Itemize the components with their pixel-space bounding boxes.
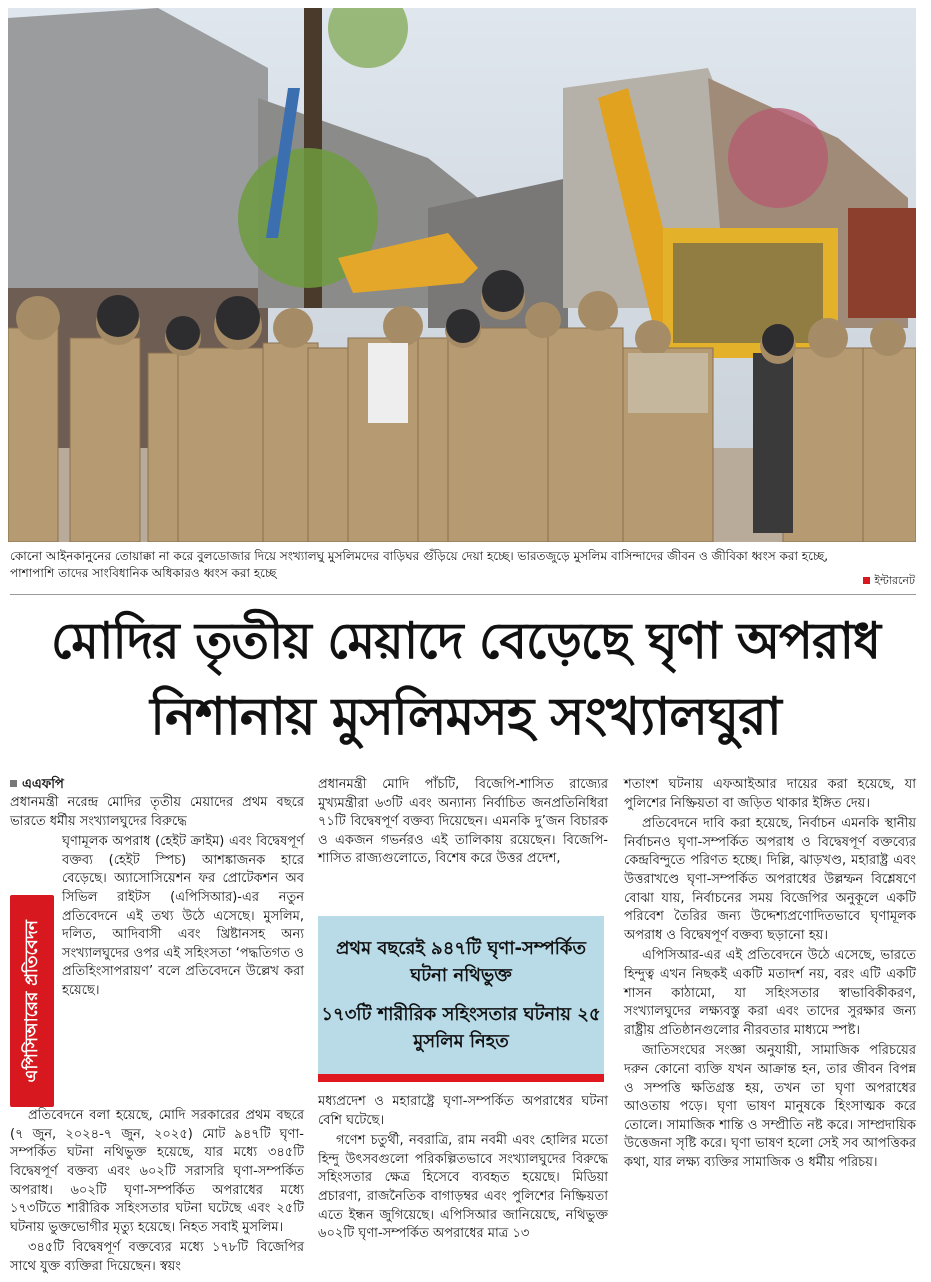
article-column-2 [318, 776, 608, 871]
byline [10, 776, 304, 794]
caption-line-2: পাশাপাশি তাদের সাংবিধানিক অধিকারও ধ্বংস করা হচ্ছে [10, 566, 277, 580]
photo-credit-text: ইন্টারনেট [874, 574, 915, 587]
paragraph: প্রধানমন্ত্রী মোদি পাঁচটি, বিজেপি-শাসিত রাজ্যের মুখ্যমন্ত্রীরা ৬৩টি এবং অন্যান্য নির্বাচিত জনপ্রতিনিধিরা ৭১টি বিদ্বেষপূর্ণ বক্তব্য দিয়েছেন। এমনকি দু’জন বিচারক ও একজন গভর্নরও এই তালিকায় রয়েছেন। বিজেপি-শাসিত রাজ্যগুলোতে, বিশেষ করে উত্তর প্রদেশ, [318, 777, 608, 867]
byline-text: এএফপি [22, 777, 64, 792]
news-photo [8, 8, 916, 542]
article-column-2-continued [318, 1093, 608, 1246]
paragraph: ৩৪৫টি বিদ্বেষপূর্ণ বক্তব্যের মধ্যে ১৭৮টি বিজেপির সাথে যুক্ত ব্যক্তিরা দিয়েছেন। স্বয়ং [10, 1240, 304, 1274]
paragraph: ঘৃণামূলক অপরাধ (হেইট ক্রাইম) এবং বিদ্বেষপূর্ণ বক্তব্য (হেইট স্পিচ) আশঙ্কাজনক হারে বেড়েছে। অ্যাসোসিয়েশন ফর প্রোটেকশন অব সিভিল রাইটস (এপিসিআর)-এর নতুন প্রতিবেদনে এই তথ্য উঠে এসেছে। মুসলিম, দলিত, আদিবাসী এবং খ্রিষ্টানসহ অন্য সংখ্যালঘুদের ওপর এই সহিংসতা ‘পদ্ধতিগত ও প্রতিহিংসাপরায়ণ’ বলে প্রতিবেদনে উল্লেখ করা হয়েছে। [62, 834, 304, 998]
paragraph: প্রতিবেদনে বলা হয়েছে, মোদি সরকারের প্রথম বছরে (৭ জুন, ২০২৪-৭ জুন, ২০২৫) মোট ৯৪৭টি ঘৃণা-সম্পর্কিত ঘটনা নথিভুক্ত হয়েছে, যার মধ্যে ৩৪৫টি বিদ্বেষপূর্ণ বক্তব্য এবং ৬০২টি সরাসরি ঘৃণা-সম্পর্কিত অপরাধ। ৬০২টি ঘৃণা-সম্পর্কিত অপরাধের মধ্যে ১৭৩টিতে শারীরিক সহিংসতার ঘটনা ঘটেছে এবং ২৫টি ঘটনায় ভুক্তভোগীর মৃত্যু হয়েছে। নিহত সবাই মুসলিম। [10, 1108, 304, 1235]
paragraph: গণেশ চতুর্থী, নবরাত্রি, রাম নবমী এবং হোলির মতো হিন্দু উৎসবগুলো পরিকল্পিতভাবে সংখ্যালঘুদের বিরুদ্ধে সহিংসতার ক্ষেত্র হিসেবে ব্যবহৃত হয়েছে। মিডিয়া প্রচারণা, রাজনৈতিক বাগাড়ম্বর এবং পুলিশের নিষ্ক্রিয়তা এতে ইন্ধন জুগিয়েছে। এপিসিআর জানিয়েছে, নথিভুক্ত ৬০২টি ঘৃণা-সম্পর্কিত অপরাধের মাত্র ১৩ [318, 1133, 608, 1242]
square-icon [863, 577, 870, 584]
headline-line-2: নিশানায় মুসলিমসহ সংখ্যালঘুরা [150, 687, 781, 747]
paragraph: প্রতিবেদনে দাবি করা হয়েছে, নির্বাচন এমনকি স্থানীয় নির্বাচনও ঘৃণা-সম্পর্কিত অপরাধ ও বিদ্বেষপূর্ণ বক্তব্যের কেন্দ্রবিন্দুতে পরিণত হচ্ছে। দিল্লি, ঝাড়খণ্ড, মহারাষ্ট্র এবং উত্তরাখণ্ডে ঘৃণা-সম্পর্কিত অপরাধের উল্লম্ফন বিশ্লেষণে বোঝা যায়, নির্বাচনের সময় বিজেপির অনুকূলে একটি পরিবেশ তৈরির জন্য উদ্দেশ্যপ্রণোদিতভাবে ঘৃণামূলক অপরাধ ও বিদ্বেষপূর্ণ বক্তব্য ছড়ানো হয়। [624, 816, 916, 943]
side-tag [10, 895, 54, 1107]
divider [10, 594, 916, 595]
article-column-1 [10, 776, 304, 1279]
headline [0, 604, 931, 756]
highlight-line-2: ১৭৩টি শারীরিক সহিংসতার ঘটনায় ২৫ মুসলিম নিহত [321, 1004, 601, 1052]
headline-line-1: মোদির তৃতীয় মেয়াদে বেড়েছে ঘৃণা অপরাধ [51, 612, 880, 670]
caption-line-1: কোনো আইনকানুনের তোয়াক্কা না করে বুলডোজার দিয়ে সংখ্যালঘু মুসলিমদের বাড়িঘর গুঁড়িয়ে দেয়া হচ্ছে। ভারতজুড়ে মুসলিম বাসিন্দাদের জীবন ও জীবিকা ধ্বংস করা হচ্ছে, [10, 549, 829, 563]
paragraph: মধ্যপ্রদেশ ও মহারাষ্ট্রে ঘৃণা-সম্পর্কিত অপরাধের ঘটনা বেশি ঘটেছে। [318, 1094, 608, 1128]
highlight-box [318, 916, 604, 1074]
paragraph-intro: প্রধানমন্ত্রী নরেন্দ্র মোদির তৃতীয় মেয়াদের প্রথম বছরে ভারতে ধর্মীয় সংখ্যালঘুদের বিরুদ্ধে [10, 795, 304, 829]
photo-bulldozer-demolition-icon [8, 8, 916, 542]
square-icon [10, 780, 17, 787]
article-column-3 [624, 776, 916, 1174]
photo-credit [863, 572, 915, 591]
highlight-divider [318, 1074, 604, 1082]
photo-caption [10, 548, 916, 582]
paragraph: শতাংশ ঘটনায় এফআইআর দায়ের করা হয়েছে, যা পুলিশের নিষ্ক্রিয়তা বা জড়িত থাকার ইঙ্গিত দেয়। [624, 777, 916, 811]
paragraph: জাতিসংঘের সংজ্ঞা অনুযায়ী, সামাজিক পরিচয়ের দরুন কোনো ব্যক্তি যখন আক্রান্ত হন, তার জীবন বিপন্ন ও সম্পত্তি ক্ষতিগ্রস্ত হয়, তখন তা ঘৃণা অপরাধের আওতায় পড়ে। ঘৃণা ভাষণ মানুষকে হিংসাত্মক করে তোলে। সামাজিক শান্তি ও সম্প্রীতি নষ্ট করে। সাম্প্রদায়িক উত্তেজনা সৃষ্টি করে। ঘৃণা ভাষণ হলো সেই সব আপত্তিকর কথা, যার লক্ষ্য ব্যক্তির সামাজিক ও ধর্মীয় পরিচয়। [624, 1043, 916, 1170]
highlight-line-1: প্রথম বছরেই ৯৪৭টি ঘৃণা-সম্পর্কিত ঘটনা নথিভুক্ত [335, 938, 587, 986]
paragraph: এপিসিআর-এর এই প্রতিবেদনে উঠে এসেছে, ভারতে হিন্দুত্ব এখন নিছকই একটি মতাদর্শ নয়, বরং এটি একটি শাসন কাঠামো, যা সহিংসতার স্বাভাবিকীকরণ, সংখ্যালঘুদের লক্ষ্যবস্তু করা এবং তাদের সুরক্ষার জন্য রাষ্ট্রীয় প্রতিষ্ঠানগুলোর নীরবতার মাধ্যমে স্পষ্ট। [624, 948, 916, 1038]
side-tag-label: এপিসিআরের প্রতিবেদন [21, 919, 42, 1083]
